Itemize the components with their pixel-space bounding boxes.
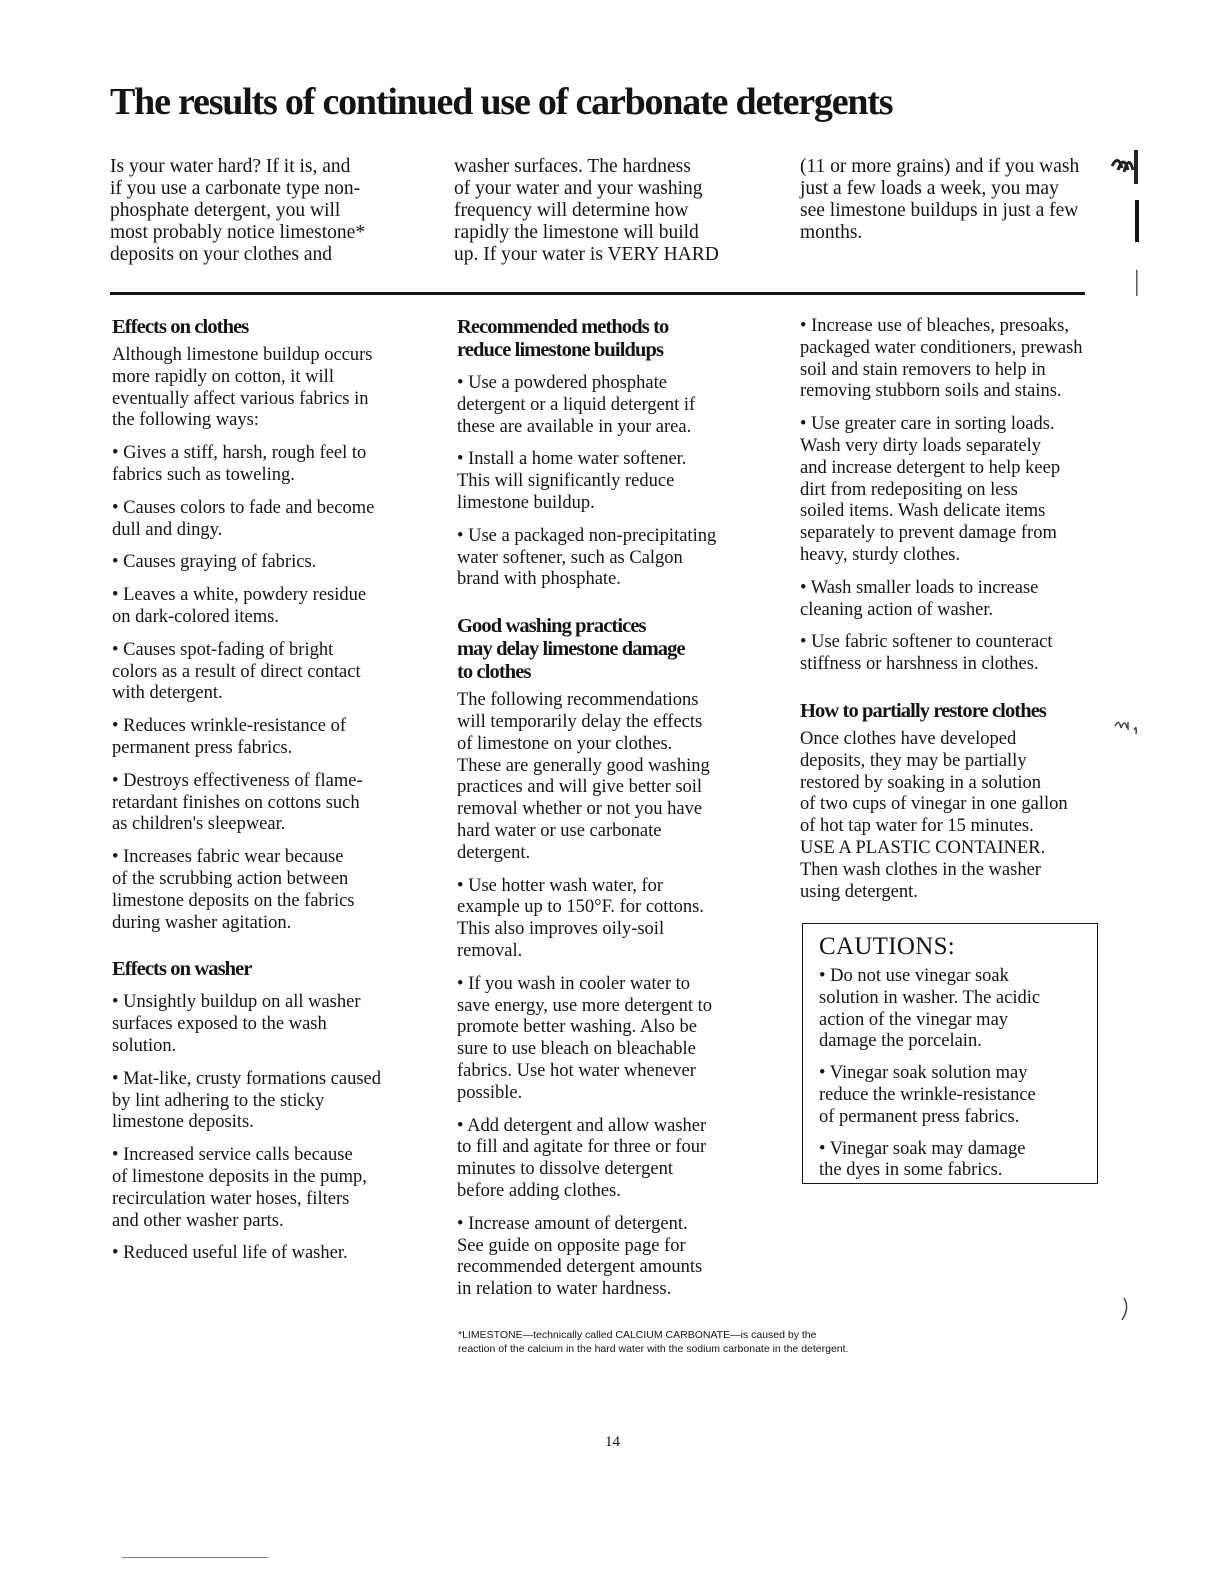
text-line: of your water and your washing (454, 178, 703, 199)
list-item (112, 552, 432, 574)
text-line: limestone deposits on the fabrics (112, 890, 355, 911)
cautions-list (819, 966, 1083, 1182)
text-line: of limestone deposits in the pump, (112, 1166, 367, 1187)
text-line: sure to use bleach on bleachable (457, 1039, 696, 1060)
binding-mark-icon (1112, 712, 1142, 742)
scan-edge-line (122, 1557, 268, 1558)
text-line: Once clothes have developed (800, 728, 1017, 749)
text-line: during washer agitation. (112, 912, 292, 933)
cautions-heading: CAUTIONS: (819, 933, 956, 960)
text-line: *LIMESTONE—technically called CALCIUM CARBONATE—is caused by the (458, 1329, 817, 1341)
text-line: permanent press fabrics. (112, 737, 293, 758)
text-line: to clothes (457, 661, 531, 684)
list-item (457, 373, 777, 438)
intro-paragraph-2 (454, 156, 719, 266)
text-line: frequency will determine how (454, 200, 689, 221)
text-line: heavy, sturdy clothes. (800, 544, 961, 565)
text-line: will temporarily delay the effects (457, 711, 703, 732)
text-line: the dyes in some fabrics. (819, 1160, 1003, 1181)
text-line: • Increase use of bleaches, presoaks, (800, 316, 1069, 336)
restore-clothes-text (800, 729, 1120, 903)
text-line: these are available in your area. (457, 416, 692, 437)
good-practices-list (457, 876, 777, 1301)
column-2 (457, 316, 777, 1301)
list-item (112, 443, 432, 487)
text-line: promote better washing. Also be (457, 1017, 697, 1038)
text-line: • Mat-like, crusty formations caused (112, 1068, 381, 1089)
text-line: removal. (457, 940, 523, 961)
text-line: reaction of the calcium in the hard water with the sodium carbonate in the detergent. (458, 1343, 849, 1355)
list-item (112, 640, 432, 705)
text-line: • Causes graying of fabrics. (112, 552, 317, 573)
text-line: retardant finishes on cottons such (112, 792, 360, 813)
text-line: more rapidly on cotton, it will (112, 366, 334, 387)
list-item (800, 316, 1120, 403)
text-line: USE A PLASTIC CONTAINER. (800, 837, 1046, 858)
intro-paragraph-3 (800, 156, 1079, 244)
text-line: colors as a result of direct contact (112, 661, 361, 682)
text-line: minutes to dissolve detergent (457, 1159, 673, 1180)
text-line: deposits, they may be partially (800, 750, 1027, 771)
text-line: hard water or use carbonate (457, 820, 662, 841)
text-line: months. (800, 222, 863, 243)
text-line: dirt from redepositing on less (800, 479, 1018, 500)
text-line: damage the porcelain. (819, 1031, 982, 1052)
list-item (112, 498, 432, 542)
intro-paragraph-1 (110, 156, 365, 266)
heading-recommended-methods (457, 316, 777, 362)
text-line: save energy, use more detergent to (457, 995, 712, 1016)
effects-on-washer-list (112, 992, 432, 1265)
text-line: with detergent. (112, 683, 223, 704)
text-line: • Unsightly buildup on all washer (112, 992, 361, 1013)
text-line: recirculation water hoses, filters (112, 1188, 350, 1209)
text-line: cleaning action of washer. (800, 599, 994, 620)
text-line: This also improves oily-soil (457, 919, 665, 940)
list-item (112, 716, 432, 760)
text-line: Good washing practices (457, 615, 646, 638)
page-number: 14 (605, 1434, 620, 1450)
effects-on-clothes-list (112, 443, 432, 934)
text-line: This will significantly reduce (457, 471, 675, 492)
list-item (800, 414, 1120, 567)
list-item (457, 1116, 777, 1203)
text-line: • Increased service calls because (112, 1145, 353, 1166)
text-line: (11 or more grains) and if you wash (800, 156, 1080, 177)
text-line: • Use a packaged non-precipitating (457, 525, 717, 546)
text-line: soil and stain removers to help in (800, 359, 1046, 380)
text-line: fabrics. Use hot water whenever (457, 1060, 696, 1081)
text-line: The following recommendations (457, 690, 699, 711)
text-line: • Causes spot-fading of bright (112, 639, 334, 660)
text-line: • Reduced useful life of washer. (112, 1243, 348, 1264)
text-line: of hot tap water for 15 minutes. (800, 816, 1034, 837)
more-practices-list (800, 316, 1120, 676)
text-line: detergent or a liquid detergent if (457, 394, 696, 415)
text-line: surfaces exposed to the wash (112, 1014, 327, 1035)
text-line: by lint adhering to the sticky (112, 1090, 325, 1111)
text-line: stiffness or harshness in clothes. (800, 654, 1039, 675)
list-item (112, 1145, 432, 1232)
text-line: solution. (112, 1035, 177, 1056)
text-line: of limestone on your clothes. (457, 733, 673, 754)
text-line: Is your water hard? If it is, and (110, 156, 351, 177)
text-line: of the scrubbing action between (112, 868, 349, 889)
text-line: example up to 150°F. for cottons. (457, 897, 704, 918)
text-line: phosphate detergent, you will (110, 200, 341, 221)
list-item (457, 526, 777, 591)
text-line: solution in washer. The acidic (819, 987, 1041, 1008)
list-item (112, 585, 432, 629)
text-line: to fill and agitate for three or four (457, 1137, 707, 1158)
text-line: removal whether or not you have (457, 799, 703, 820)
binding-mark-icon (1108, 140, 1142, 300)
text-line: soiled items. Wash delicate items (800, 501, 1046, 522)
good-practices-intro (457, 690, 777, 864)
text-line: removing stubborn soils and stains. (800, 381, 1062, 402)
list-item (457, 1214, 777, 1301)
column-3 (800, 316, 1120, 903)
effects-on-clothes-intro (112, 345, 432, 432)
text-line: of two cups of vinegar in one gallon (800, 794, 1068, 815)
text-line: reduce limestone buildups (457, 339, 664, 361)
text-line: action of the vinegar may (819, 1009, 1009, 1030)
text-line: recommended detergent amounts (457, 1257, 703, 1278)
text-line: rapidly the limestone will build (454, 222, 699, 243)
text-line: washer surfaces. The hardness (454, 156, 691, 177)
list-item (112, 1243, 432, 1265)
list-item (800, 632, 1120, 676)
list-item (819, 966, 1083, 1053)
page-title: The results of continued use of carbonate detergents (110, 81, 893, 123)
heading-effects-on-washer: Effects on washer (112, 958, 252, 981)
text-line: Recommended methods to (457, 316, 669, 338)
text-line: • Gives a stiff, harsh, rough feel to (112, 443, 367, 464)
column-1 (112, 316, 432, 1265)
text-line: • Add detergent and allow washer (457, 1115, 707, 1136)
text-line: before adding clothes. (457, 1180, 621, 1201)
text-line: These are generally good washing (457, 755, 710, 776)
heading-effects-on-clothes: Effects on clothes (112, 316, 249, 338)
text-line: • Use hotter wash water, for (457, 875, 664, 896)
text-line: packaged water conditioners, prewash (800, 337, 1083, 358)
recommended-methods-list (457, 373, 777, 591)
text-line: limestone deposits. (112, 1112, 254, 1133)
text-line: the following ways: (112, 410, 259, 431)
text-line: See guide on opposite page for (457, 1235, 686, 1256)
list-item (112, 847, 432, 934)
list-item (457, 449, 777, 514)
text-line: • Do not use vinegar soak (819, 966, 1009, 986)
text-line: • Reduces wrinkle-resistance of (112, 716, 347, 737)
text-line: • Vinegar soak may damage (819, 1138, 1026, 1159)
text-line: as children's sleepwear. (112, 814, 286, 835)
text-line: brand with phosphate. (457, 569, 621, 590)
list-item (112, 992, 432, 1057)
list-item (112, 771, 432, 836)
list-item (112, 1069, 432, 1134)
text-line: limestone buildup. (457, 492, 595, 513)
list-item (819, 1139, 1083, 1183)
text-line: • Install a home water softener. (457, 449, 687, 470)
text-line: most probably notice limestone* (110, 222, 366, 243)
text-line: fabrics such as toweling. (112, 464, 295, 485)
text-line: if you use a carbonate type non- (110, 178, 361, 199)
text-line: reduce the wrinkle-resistance (819, 1084, 1036, 1105)
text-line: • Vinegar soak solution may (819, 1063, 1028, 1084)
text-line: separately to prevent damage from (800, 523, 1057, 544)
heading-restore-clothes: How to partially restore clothes (800, 699, 1046, 722)
text-line: and increase detergent to help keep (800, 457, 1061, 478)
text-line: • Use greater care in sorting loads. (800, 414, 1055, 435)
text-line: • Causes colors to fade and become (112, 497, 375, 518)
text-line: may delay limestone damage (457, 638, 685, 661)
text-line: Then wash clothes in the washer (800, 859, 1041, 880)
text-line: using detergent. (800, 881, 918, 902)
list-item (457, 876, 777, 963)
text-line: restored by soaking in a solution (800, 772, 1041, 793)
text-line: practices and will give better soil (457, 777, 703, 798)
text-line: of permanent press fabrics. (819, 1106, 1020, 1127)
text-line: in relation to water hardness. (457, 1279, 672, 1300)
text-line: • Wash smaller loads to increase (800, 577, 1039, 598)
text-line: • Destroys effectiveness of flame- (112, 770, 363, 791)
text-line: water softener, such as Calgon (457, 547, 683, 568)
text-line: on dark-colored items. (112, 606, 279, 627)
text-line: and other washer parts. (112, 1210, 284, 1231)
section-divider (110, 292, 1085, 295)
binding-mark-icon (1118, 1294, 1134, 1324)
text-line: Although limestone buildup occurs (112, 345, 373, 365)
text-line: • Use a powdered phosphate (457, 373, 667, 393)
heading-good-washing-practices (457, 615, 777, 684)
text-line: • Increases fabric wear because (112, 847, 344, 868)
text-line: deposits on your clothes and (110, 244, 333, 265)
cautions-box (802, 923, 1098, 1184)
text-line: see limestone buildups in just a few (800, 200, 1079, 221)
list-item (819, 1063, 1083, 1128)
text-line: eventually affect various fabrics in (112, 388, 369, 409)
text-line: up. If your water is VERY HARD (454, 244, 719, 265)
text-line: dull and dingy. (112, 519, 223, 540)
list-item (457, 974, 777, 1105)
text-line: • Leaves a white, powdery residue (112, 585, 367, 606)
text-line: • If you wash in cooler water to (457, 973, 691, 994)
text-line: just a few loads a week, you may (800, 178, 1059, 199)
text-line: • Use fabric softener to counteract (800, 632, 1053, 653)
list-item (800, 578, 1120, 622)
text-line: possible. (457, 1082, 523, 1103)
text-line: • Increase amount of detergent. (457, 1213, 688, 1234)
text-line: detergent. (457, 842, 531, 863)
footnote (458, 1328, 1058, 1356)
text-line: Wash very dirty loads separately (800, 435, 1041, 456)
